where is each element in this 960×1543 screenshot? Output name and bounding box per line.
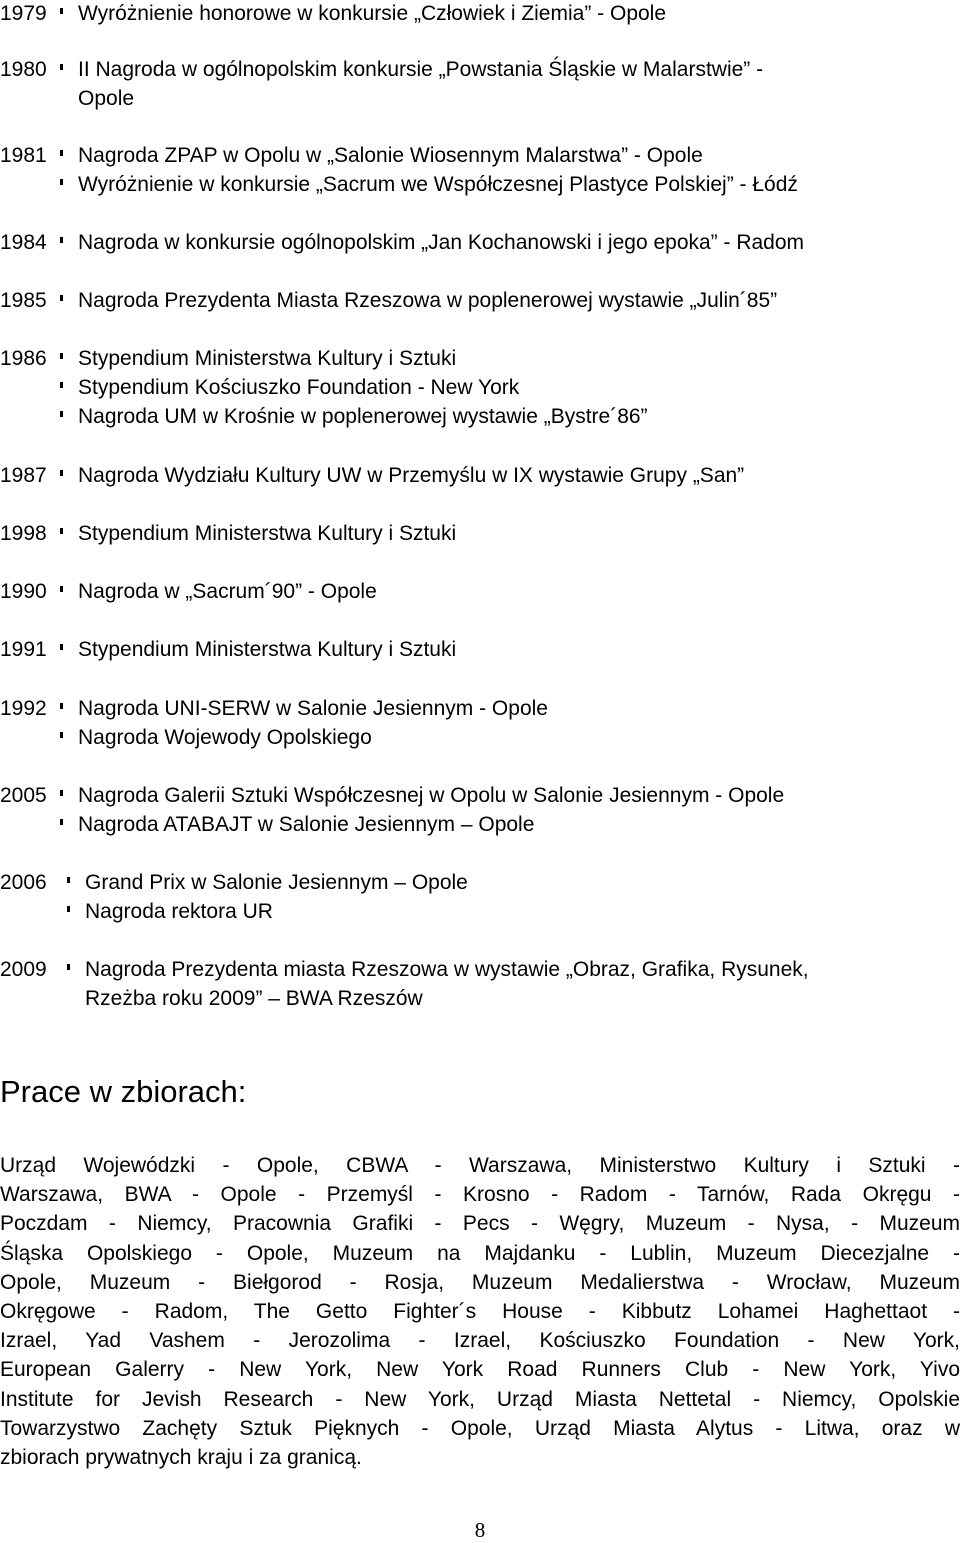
- award-text: Nagroda UM w Krośnie w poplenerowej wystawie „Bystre´86”: [78, 405, 648, 428]
- award-line-continued: [0, 985, 960, 1013]
- award-line: [0, 403, 960, 431]
- award-line: [0, 695, 960, 723]
- award-text: Nagroda w „Sacrum´90” - Opole: [78, 580, 377, 603]
- award-line: [0, 171, 960, 199]
- award-text: Wyróżnienie w konkursie „Sacrum we Współczesnej Plastyce Polskiej” - Łódź: [78, 173, 798, 196]
- award-text: Grand Prix w Salonie Jesiennym – Opole: [85, 871, 468, 894]
- bullet-icon: [60, 8, 63, 14]
- award-line: [0, 782, 960, 810]
- award-year: 1991: [0, 638, 47, 661]
- award-line: [0, 0, 960, 28]
- award-text: Stypendium Ministerstwa Kultury i Sztuki: [78, 347, 457, 370]
- bullet-icon: [60, 64, 63, 70]
- bullet-icon: [60, 295, 63, 301]
- bullet-icon: [60, 586, 63, 592]
- award-line: [0, 374, 960, 402]
- award-year: 1998: [0, 522, 47, 545]
- award-text: Nagroda Prezydenta miasta Rzeszowa w wystawie „Obraz, Grafika, Rysunek,: [85, 958, 809, 981]
- award-line: [0, 462, 960, 490]
- page-number: 8: [474, 1518, 486, 1542]
- award-year: 2005: [0, 784, 47, 807]
- bullet-icon: [60, 411, 63, 417]
- award-text: Opole: [78, 87, 135, 110]
- collections-line: European Galerry - New York, New York Road Runners Club - New York, Yivo: [0, 1358, 960, 1382]
- bullet-icon: [60, 703, 63, 709]
- collections-line: Towarzystwo Zachęty Sztuk Pięknych - Opole, Urząd Miasta Alytus - Litwa, oraz w: [0, 1416, 960, 1440]
- bullet-icon: [60, 179, 63, 185]
- award-text: Stypendium Kościuszko Foundation - New York: [78, 376, 520, 399]
- award-line: [0, 345, 960, 373]
- collections-line: Warszawa, BWA - Opole - Przemyśl - Krosno - Radom - Tarnów, Rada Okręgu -: [0, 1183, 960, 1207]
- award-text: II Nagroda w ogólnopolskim konkursie „Powstania Śląskie w Malarstwie” -: [78, 58, 764, 81]
- award-year: 1979: [0, 2, 47, 25]
- award-year: 2006: [0, 871, 47, 894]
- collections-line: Śląska Opolskiego - Opole, Muzeum na Majdanku - Lublin, Muzeum Diecezjalne -: [0, 1241, 960, 1265]
- award-text: Rzeżba roku 2009” – BWA Rzeszów: [85, 987, 423, 1010]
- award-year: 1984: [0, 231, 47, 254]
- award-text: Nagroda ATABAJT w Salonie Jesiennym – Opole: [78, 813, 535, 836]
- bullet-icon: [60, 790, 63, 796]
- bullet-icon: [60, 237, 63, 243]
- award-text: Stypendium Ministerstwa Kultury i Sztuki: [78, 522, 457, 545]
- award-line-continued: [0, 85, 960, 113]
- award-text: Nagroda UNI-SERW w Salonie Jesiennym - Opole: [78, 697, 548, 720]
- bullet-icon: [60, 150, 63, 156]
- bullet-icon: [60, 382, 63, 388]
- award-text: Nagroda Wydziału Kultury UW w Przemyślu w IX wystawie Grupy „San”: [78, 464, 745, 487]
- collections-line: Urząd Wojewódzki - Opole, CBWA - Warszawa, Ministerstwo Kultury i Sztuki -: [0, 1154, 960, 1177]
- award-text: Wyróżnienie honorowe w konkursie „Człowiek i Ziemia” - Opole: [78, 2, 667, 25]
- bullet-icon: [60, 644, 63, 650]
- bullet-icon: [60, 353, 63, 359]
- award-line: [0, 578, 960, 606]
- collections-line: Okręgowe - Radom, The Getto Fighter´s House - Kibbutz Lohamei Haghettaot -: [0, 1299, 960, 1323]
- award-line: [0, 956, 960, 984]
- collections-heading: Prace w zbiorach:: [0, 1074, 247, 1109]
- award-year: 1981: [0, 144, 47, 167]
- bullet-icon: [67, 906, 70, 912]
- collections-line: Institute for Jevish Research - New York, Urząd Miasta Nettetal - Niemcy, Opolskie: [0, 1387, 960, 1411]
- award-line: [0, 811, 960, 839]
- award-year: 1986: [0, 347, 47, 370]
- award-line: [0, 898, 960, 926]
- award-text: Nagroda ZPAP w Opolu w „Salonie Wiosennym Malarstwa” - Opole: [78, 144, 703, 167]
- award-line: [0, 56, 960, 84]
- award-line: [0, 229, 960, 257]
- bullet-icon: [60, 819, 63, 825]
- award-line: [0, 287, 960, 315]
- collections-paragraph: [0, 1151, 960, 1472]
- award-text: Nagroda Galerii Sztuki Współczesnej w Opolu w Salonie Jesiennym - Opole: [78, 784, 785, 807]
- bullet-icon: [60, 732, 63, 738]
- award-text: Nagroda w konkursie ogólnopolskim „Jan Kochanowski i jego epoka” - Radom: [78, 231, 805, 254]
- award-year: 2009: [0, 958, 47, 981]
- award-line: [0, 636, 960, 664]
- award-year: 1990: [0, 580, 47, 603]
- collections-line: zbiorach prywatnych kraju i za granicą.: [0, 1445, 362, 1469]
- award-line: [0, 724, 960, 752]
- award-year: 1980: [0, 58, 47, 81]
- bullet-icon: [60, 528, 63, 534]
- award-line: [0, 869, 960, 897]
- collections-line: Opole, Muzeum - Biełgorod - Rosja, Muzeum Medalierstwa - Wrocław, Muzeum: [0, 1270, 960, 1294]
- bullet-icon: [60, 470, 63, 476]
- bullet-icon: [67, 877, 70, 883]
- award-text: Nagroda rektora UR: [85, 900, 273, 923]
- collections-line: Izrael, Yad Vashem - Jerozolima - Izrael, Kościuszko Foundation - New York,: [0, 1329, 960, 1353]
- award-text: Nagroda Prezydenta Miasta Rzeszowa w poplenerowej wystawie „Julin´85”: [78, 289, 778, 312]
- award-line: [0, 520, 960, 548]
- award-year: 1987: [0, 464, 47, 487]
- award-line: [0, 142, 960, 170]
- bullet-icon: [67, 964, 70, 970]
- award-text: Nagroda Wojewody Opolskiego: [78, 726, 372, 749]
- award-year: 1992: [0, 697, 47, 720]
- award-text: Stypendium Ministerstwa Kultury i Sztuki: [78, 638, 457, 661]
- collections-line: Poczdam - Niemcy, Pracownia Grafiki - Pecs - Węgry, Muzeum - Nysa, - Muzeum: [0, 1212, 960, 1236]
- award-year: 1985: [0, 289, 47, 312]
